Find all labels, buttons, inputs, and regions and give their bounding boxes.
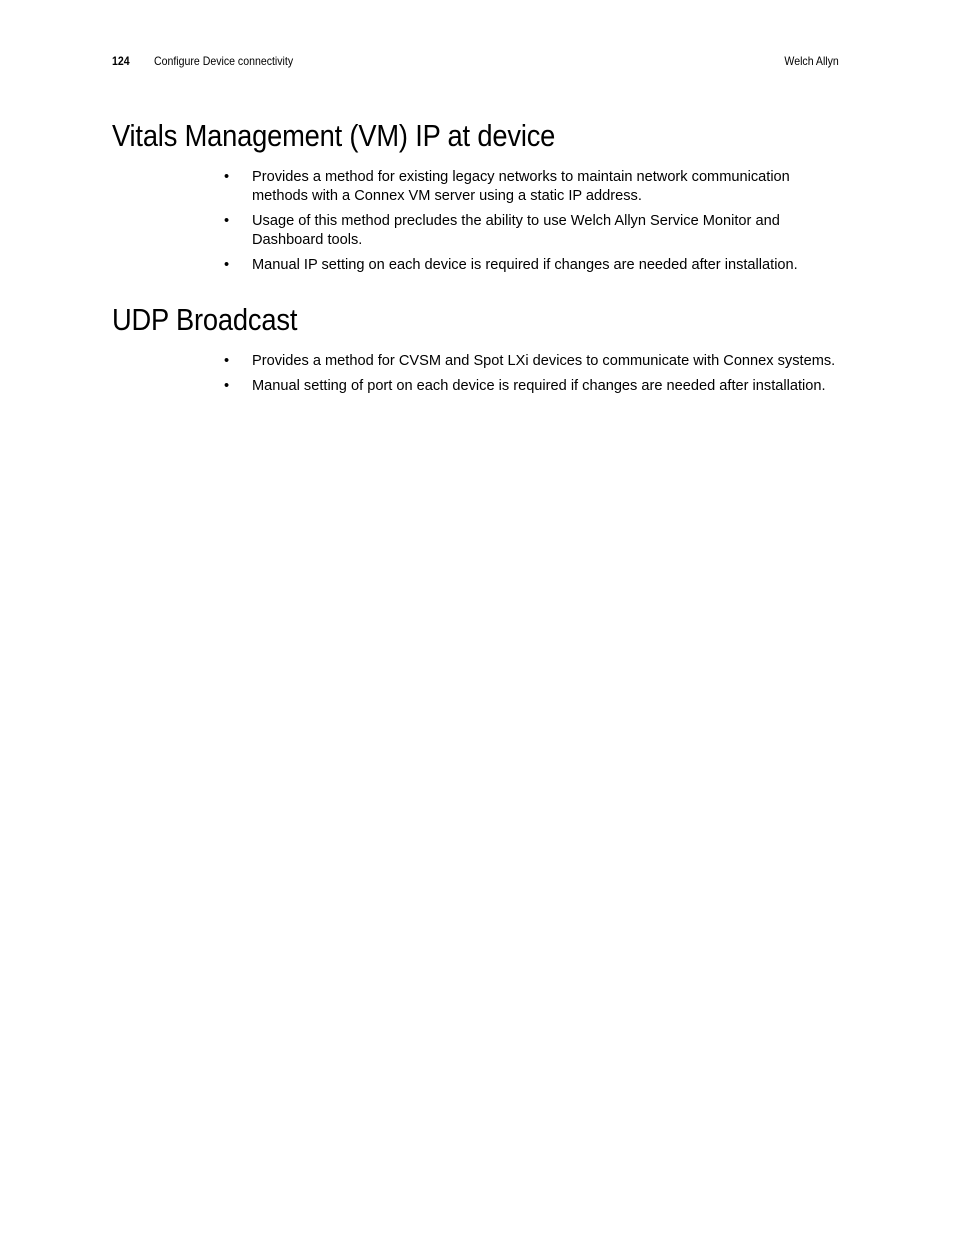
chapter-title: Configure Device connectivity: [154, 54, 294, 68]
list-item: [224, 212, 844, 250]
list-item-text: Usage of this method precludes the ability to use Welch Allyn Service Monitor and Dashboard tools.: [252, 213, 780, 248]
bullet-icon: •: [224, 378, 230, 394]
list-item-text: Manual IP setting on each device is required if changes are needed after installation.: [252, 257, 798, 273]
bullet-icon: •: [224, 353, 230, 369]
list-item: [224, 256, 844, 275]
brand-name: Welch Allyn: [784, 54, 839, 68]
list-item: [224, 377, 844, 396]
list-item-text: Manual setting of port on each device is required if changes are needed after installation.: [252, 378, 826, 394]
running-header: [112, 52, 839, 70]
bullet-list-udp-broadcast: [224, 352, 844, 402]
list-item: [224, 352, 844, 371]
section-heading-vm-ip: Vitals Management (VM) IP at device: [112, 118, 556, 153]
list-item: [224, 168, 844, 206]
bullet-icon: •: [224, 257, 230, 273]
list-item-text: Provides a method for CVSM and Spot LXi devices to communicate with Connex systems.: [252, 353, 836, 369]
section-heading-udp-broadcast: UDP Broadcast: [112, 302, 298, 337]
page-number: 124: [112, 54, 130, 68]
bullet-icon: •: [224, 213, 230, 229]
bullet-icon: •: [224, 169, 230, 185]
bullet-list-vm-ip: [224, 168, 844, 281]
list-item-text: Provides a method for existing legacy networks to maintain network communication methods with a Connex VM server using a static IP address.: [252, 169, 790, 204]
